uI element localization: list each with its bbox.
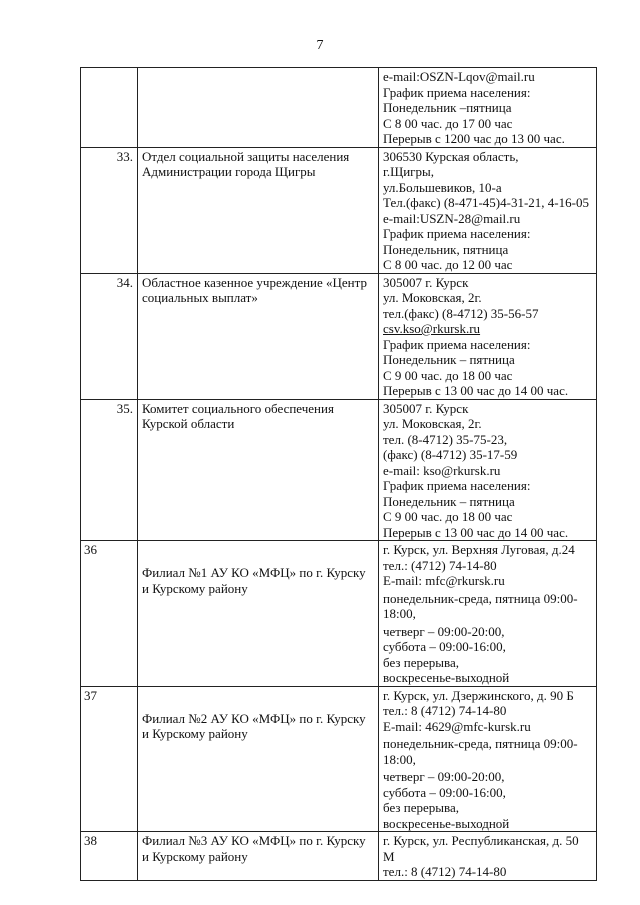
name-line: Филиал №1 АУ КО «МФЦ» по г. Курску	[142, 565, 366, 580]
organization-name	[138, 68, 379, 148]
organization-name	[138, 273, 379, 399]
info-line: тел. (8-4712) 35-75-23,	[383, 431, 508, 447]
contact-info	[379, 686, 597, 832]
name-line: и Курскому району	[142, 848, 248, 864]
name-line: Комитет социального обеспечения	[142, 400, 334, 416]
info-line: 18:00,	[383, 606, 416, 621]
name-line: Курской области	[142, 416, 235, 431]
info-line: Перерыв с 1200 час до 13 00 час.	[383, 131, 565, 146]
info-line: Понедельник – пятница	[383, 493, 515, 509]
info-line: ул. Моковская, 2г.	[383, 416, 482, 431]
contact-info	[379, 273, 597, 399]
info-line: ул. Моковская, 2г.	[383, 290, 482, 305]
info-line: тел.(факс) (8-4712) 35-56-57	[383, 305, 539, 321]
organizations-table	[80, 67, 597, 881]
organization-name	[138, 147, 379, 273]
info-line: тел.: (4712) 74-14-80	[383, 557, 497, 573]
contact-info	[379, 541, 597, 687]
info-line: понедельник-среда, пятница 09:00-	[383, 590, 578, 606]
info-line: С 9 00 час. до 18 00 час	[383, 509, 513, 524]
info-line: e-mail:USZN-28@mail.ru	[383, 210, 521, 226]
row-number: 37	[81, 686, 138, 832]
row-number: 38	[81, 832, 138, 881]
info-line: 305007 г. Курск	[383, 400, 469, 416]
table-row	[81, 68, 597, 148]
row-number	[81, 68, 138, 148]
info-line: График приема населения:	[383, 84, 531, 100]
info-line: четверг – 09:00-20:00,	[383, 623, 505, 639]
info-line: E-mail: 4629@mfc-kursk.ru	[383, 718, 531, 734]
info-line: E-mail: mfc@rkursk.ru	[383, 573, 505, 588]
organization-name	[138, 832, 379, 881]
contact-info	[379, 832, 597, 881]
info-line: (факс) (8-4712) 35-17-59	[383, 447, 518, 462]
info-line: e-mail:OSZN-Lqov@mail.ru	[383, 69, 535, 84]
name-line: социальных выплат»	[142, 290, 258, 305]
name-line: Отдел социальной защиты населения	[142, 148, 350, 164]
contact-info	[379, 147, 597, 273]
table-row	[81, 273, 597, 399]
row-number: 34.	[81, 273, 138, 399]
organizations-table-body	[81, 68, 597, 881]
info-line: Перерыв с 13 00 час до 14 00 час.	[383, 383, 569, 398]
name-line: Филиал №2 АУ КО «МФЦ» по г. Курску	[142, 710, 366, 726]
table-row	[81, 832, 597, 881]
info-line: График приема населения:	[383, 336, 531, 352]
row-number: 33.	[81, 147, 138, 273]
info-line: воскресенье-выходной	[383, 815, 510, 831]
info-line: суббота – 09:00-16:00,	[383, 784, 506, 800]
table-row	[81, 147, 597, 273]
info-line: Понедельник – пятница	[383, 352, 515, 367]
info-line: Понедельник –пятница	[383, 100, 512, 115]
page-number: 7	[316, 38, 324, 53]
name-line: Филиал №3 АУ КО «МФЦ» по г. Курску	[142, 833, 366, 848]
row-number: 35.	[81, 399, 138, 541]
table-row	[81, 686, 597, 832]
organization-name	[138, 686, 379, 832]
info-line: e-mail: kso@rkursk.ru	[383, 462, 501, 478]
info-line: четверг – 09:00-20:00,	[383, 769, 505, 784]
info-line: воскресенье-выходной	[383, 670, 510, 685]
info-line: Перерыв с 13 00 час до 14 00 час.	[383, 524, 569, 540]
info-line: С 8 00 час. до 17 00 час	[383, 115, 513, 131]
name-line: и Курскому району	[142, 726, 248, 741]
email-link[interactable]: csv.kso@rkursk.ru	[383, 321, 481, 336]
name-line: Администрации города Щигры	[142, 164, 316, 179]
info-line: М	[383, 848, 395, 864]
name-line: Областное казенное учреждение «Центр	[142, 274, 367, 290]
table-row	[81, 541, 597, 687]
info-line: ул.Большевиков, 10-а	[383, 179, 502, 195]
info-line: С 9 00 час. до 18 00 час	[383, 367, 513, 383]
info-line: График приема населения:	[383, 226, 531, 241]
info-line: без перерыва,	[383, 654, 459, 670]
organization-name	[138, 399, 379, 541]
info-line: Понедельник, пятница	[383, 241, 509, 257]
info-line: г.Щигры,	[383, 164, 435, 179]
contact-info	[379, 399, 597, 541]
contact-info	[379, 68, 597, 148]
info-line: тел.: 8 (4712) 74-14-80	[383, 864, 507, 879]
name-line: и Курскому району	[142, 580, 248, 596]
info-line: График приема населения:	[383, 478, 531, 493]
table-row	[81, 399, 597, 541]
info-line: г. Курск, ул. Республиканская, д. 50	[383, 833, 579, 848]
info-line: Тел.(факс) (8-471-45)4-31-21, 4-16-05	[383, 195, 589, 210]
info-line: без перерыва,	[383, 800, 459, 815]
info-line: г. Курск, ул. Дзержинского, д. 90 Б	[383, 687, 574, 703]
info-line: тел.: 8 (4712) 74-14-80	[383, 703, 507, 718]
info-line: суббота – 09:00-16:00,	[383, 639, 506, 654]
organization-name	[138, 541, 379, 687]
info-line: 306530 Курская область,	[383, 148, 519, 164]
info-line: 18:00,	[383, 751, 416, 767]
row-number: 36	[81, 541, 138, 687]
info-line: понедельник-среда, пятница 09:00-	[383, 736, 578, 751]
info-line: г. Курск, ул. Верхняя Луговая, д.24	[383, 542, 575, 557]
info-line: С 8 00 час. до 12 00 час	[383, 257, 513, 272]
info-line: 305007 г. Курск	[383, 274, 469, 290]
